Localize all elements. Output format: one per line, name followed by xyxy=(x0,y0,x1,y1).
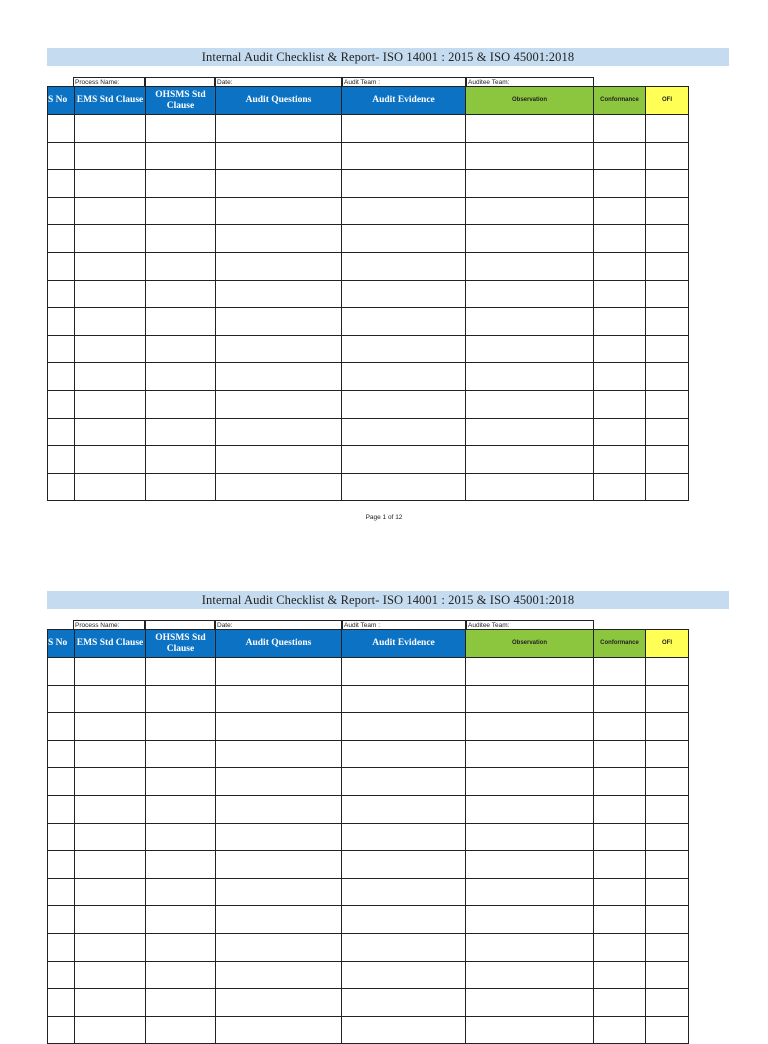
audit-evidence-cell[interactable] xyxy=(342,713,466,741)
conformance-cell[interactable] xyxy=(594,878,646,906)
observation-cell[interactable] xyxy=(466,740,594,768)
table-row xyxy=(48,170,689,198)
observation-cell[interactable] xyxy=(466,878,594,906)
col-audit-questions: Audit Questions xyxy=(216,87,342,115)
conformance-cell[interactable] xyxy=(594,280,646,308)
table-row xyxy=(48,795,689,823)
sno-cell[interactable] xyxy=(48,473,75,501)
col-conformance: Conformance xyxy=(594,87,646,115)
ems-clause-cell[interactable] xyxy=(75,685,146,713)
col-sno: S No xyxy=(48,630,75,658)
sheet-title: Internal Audit Checklist & Report- ISO 14001 : 2015 & ISO 45001:2018 xyxy=(47,48,729,66)
process-name-label: Process Name: xyxy=(73,77,145,86)
conformance-cell[interactable] xyxy=(594,252,646,280)
ems-clause-cell[interactable] xyxy=(75,390,146,418)
observation-cell[interactable] xyxy=(466,658,594,686)
ohsms-clause-cell[interactable] xyxy=(146,225,216,253)
audit-question-cell[interactable] xyxy=(216,142,342,170)
ems-clause-cell[interactable] xyxy=(75,713,146,741)
audit-question-cell[interactable] xyxy=(216,170,342,198)
conformance-cell[interactable] xyxy=(594,961,646,989)
audit-question-cell[interactable] xyxy=(216,795,342,823)
ems-clause-cell[interactable] xyxy=(75,197,146,225)
ofi-cell[interactable] xyxy=(646,795,689,823)
ofi-cell[interactable] xyxy=(646,1016,689,1044)
ohsms-clause-cell[interactable] xyxy=(146,961,216,989)
audit-question-cell[interactable] xyxy=(216,335,342,363)
audit-evidence-cell[interactable] xyxy=(342,252,466,280)
ohsms-clause-cell[interactable] xyxy=(146,878,216,906)
conformance-cell[interactable] xyxy=(594,906,646,934)
info-row xyxy=(73,77,594,86)
audit-question-cell[interactable] xyxy=(216,713,342,741)
observation-cell[interactable] xyxy=(466,933,594,961)
table-row xyxy=(48,713,689,741)
audit-question-cell[interactable] xyxy=(216,961,342,989)
table-body xyxy=(48,115,689,501)
audit-question-cell[interactable] xyxy=(216,280,342,308)
ohsms-clause-cell[interactable] xyxy=(146,795,216,823)
sno-cell[interactable] xyxy=(48,142,75,170)
conformance-cell[interactable] xyxy=(594,446,646,474)
ofi-cell[interactable] xyxy=(646,170,689,198)
sno-cell[interactable] xyxy=(48,335,75,363)
ofi-cell[interactable] xyxy=(646,280,689,308)
audit-table xyxy=(47,86,689,501)
ofi-cell[interactable] xyxy=(646,989,689,1017)
audit-evidence-cell[interactable] xyxy=(342,851,466,879)
col-audit-evidence: Audit Evidence xyxy=(342,87,466,115)
conformance-cell[interactable] xyxy=(594,1016,646,1044)
conformance-cell[interactable] xyxy=(594,308,646,336)
audit-question-cell[interactable] xyxy=(216,225,342,253)
col-ofi: OFI xyxy=(646,87,689,115)
col-sno: S No xyxy=(48,87,75,115)
audit-evidence-cell[interactable] xyxy=(342,280,466,308)
table-row xyxy=(48,335,689,363)
conformance-cell[interactable] xyxy=(594,115,646,143)
audit-evidence-cell[interactable] xyxy=(342,823,466,851)
ofi-cell[interactable] xyxy=(646,768,689,796)
col-conformance: Conformance xyxy=(594,630,646,658)
ofi-cell[interactable] xyxy=(646,225,689,253)
sno-cell[interactable] xyxy=(48,363,75,391)
observation-cell[interactable] xyxy=(466,418,594,446)
audit-evidence-cell[interactable] xyxy=(342,685,466,713)
ems-clause-cell[interactable] xyxy=(75,170,146,198)
conformance-cell[interactable] xyxy=(594,390,646,418)
col-audit-evidence: Audit Evidence xyxy=(342,630,466,658)
audit-question-cell[interactable] xyxy=(216,363,342,391)
sno-cell[interactable] xyxy=(48,225,75,253)
col-observation: Observation xyxy=(466,87,594,115)
ohsms-clause-cell[interactable] xyxy=(146,170,216,198)
ems-clause-cell[interactable] xyxy=(75,961,146,989)
observation-cell[interactable] xyxy=(466,170,594,198)
ofi-cell[interactable] xyxy=(646,446,689,474)
table-row xyxy=(48,446,689,474)
audit-question-cell[interactable] xyxy=(216,989,342,1017)
ohsms-clause-cell[interactable] xyxy=(146,906,216,934)
sno-cell[interactable] xyxy=(48,795,75,823)
table-row xyxy=(48,308,689,336)
table-row xyxy=(48,933,689,961)
observation-cell[interactable] xyxy=(466,142,594,170)
sno-cell[interactable] xyxy=(48,308,75,336)
ohsms-clause-cell[interactable] xyxy=(146,390,216,418)
audit-evidence-cell[interactable] xyxy=(342,418,466,446)
ofi-cell[interactable] xyxy=(646,473,689,501)
ohsms-clause-cell[interactable] xyxy=(146,1016,216,1044)
sno-cell[interactable] xyxy=(48,823,75,851)
observation-cell[interactable] xyxy=(466,390,594,418)
audit-question-cell[interactable] xyxy=(216,252,342,280)
ohsms-clause-cell[interactable] xyxy=(146,308,216,336)
conformance-cell[interactable] xyxy=(594,823,646,851)
ohsms-clause-cell[interactable] xyxy=(146,473,216,501)
ofi-cell[interactable] xyxy=(646,713,689,741)
table-row xyxy=(48,473,689,501)
observation-cell[interactable] xyxy=(466,473,594,501)
ems-clause-cell[interactable] xyxy=(75,473,146,501)
ofi-cell[interactable] xyxy=(646,252,689,280)
table-row xyxy=(48,142,689,170)
audit-question-cell[interactable] xyxy=(216,851,342,879)
audit-question-cell[interactable] xyxy=(216,115,342,143)
table-row xyxy=(48,115,689,143)
table-row xyxy=(48,823,689,851)
conformance-cell[interactable] xyxy=(594,795,646,823)
audit-evidence-cell[interactable] xyxy=(342,989,466,1017)
ohsms-clause-cell[interactable] xyxy=(146,363,216,391)
sno-cell[interactable] xyxy=(48,252,75,280)
audit-question-cell[interactable] xyxy=(216,197,342,225)
ems-clause-cell[interactable] xyxy=(75,446,146,474)
observation-cell[interactable] xyxy=(466,197,594,225)
table-row xyxy=(48,363,689,391)
ems-clause-cell[interactable] xyxy=(75,115,146,143)
audit-evidence-cell[interactable] xyxy=(342,878,466,906)
ofi-cell[interactable] xyxy=(646,740,689,768)
table-row xyxy=(48,252,689,280)
audit-evidence-cell[interactable] xyxy=(342,740,466,768)
ofi-cell[interactable] xyxy=(646,115,689,143)
auditee-team-label: Auditee Team: xyxy=(466,620,594,629)
audit-evidence-cell[interactable] xyxy=(342,906,466,934)
table-row xyxy=(48,906,689,934)
audit-question-cell[interactable] xyxy=(216,473,342,501)
observation-cell[interactable] xyxy=(466,1016,594,1044)
audit-evidence-cell[interactable] xyxy=(342,961,466,989)
audit-question-cell[interactable] xyxy=(216,823,342,851)
audit-evidence-cell[interactable] xyxy=(342,390,466,418)
audit-evidence-cell[interactable] xyxy=(342,170,466,198)
ems-clause-cell[interactable] xyxy=(75,418,146,446)
ems-clause-cell[interactable] xyxy=(75,740,146,768)
ohsms-clause-cell[interactable] xyxy=(146,115,216,143)
ohsms-clause-cell[interactable] xyxy=(146,851,216,879)
observation-cell[interactable] xyxy=(466,252,594,280)
date-label: Date: xyxy=(215,77,342,86)
observation-cell[interactable] xyxy=(466,961,594,989)
audit-evidence-cell[interactable] xyxy=(342,795,466,823)
ems-clause-cell[interactable] xyxy=(75,252,146,280)
observation-cell[interactable] xyxy=(466,280,594,308)
ofi-cell[interactable] xyxy=(646,906,689,934)
col-ohsms-clause: OHSMS Std Clause xyxy=(146,630,216,658)
audit-evidence-cell[interactable] xyxy=(342,225,466,253)
audit-evidence-cell[interactable] xyxy=(342,1016,466,1044)
audit-question-cell[interactable] xyxy=(216,658,342,686)
sno-cell[interactable] xyxy=(48,961,75,989)
table-row xyxy=(48,768,689,796)
sheet-title: Internal Audit Checklist & Report- ISO 14001 : 2015 & ISO 45001:2018 xyxy=(47,591,729,609)
ofi-cell[interactable] xyxy=(646,878,689,906)
table-row xyxy=(48,658,689,686)
conformance-cell[interactable] xyxy=(594,740,646,768)
audit-table xyxy=(47,629,689,1044)
sno-cell[interactable] xyxy=(48,390,75,418)
ems-clause-cell[interactable] xyxy=(75,768,146,796)
audit-question-cell[interactable] xyxy=(216,308,342,336)
ofi-cell[interactable] xyxy=(646,308,689,336)
audit-evidence-cell[interactable] xyxy=(342,197,466,225)
observation-cell[interactable] xyxy=(466,685,594,713)
observation-cell[interactable] xyxy=(466,308,594,336)
sno-cell[interactable] xyxy=(48,989,75,1017)
conformance-cell[interactable] xyxy=(594,473,646,501)
audit-question-cell[interactable] xyxy=(216,390,342,418)
ohsms-clause-cell[interactable] xyxy=(146,658,216,686)
conformance-cell[interactable] xyxy=(594,851,646,879)
ohsms-clause-cell[interactable] xyxy=(146,740,216,768)
ohsms-clause-cell[interactable] xyxy=(146,768,216,796)
table-row xyxy=(48,740,689,768)
audit-question-cell[interactable] xyxy=(216,446,342,474)
audit-evidence-cell[interactable] xyxy=(342,363,466,391)
conformance-cell[interactable] xyxy=(594,335,646,363)
audit-evidence-cell[interactable] xyxy=(342,446,466,474)
sno-cell[interactable] xyxy=(48,933,75,961)
sno-cell[interactable] xyxy=(48,740,75,768)
ofi-cell[interactable] xyxy=(646,197,689,225)
observation-cell[interactable] xyxy=(466,363,594,391)
conformance-cell[interactable] xyxy=(594,933,646,961)
ohsms-clause-cell[interactable] xyxy=(146,418,216,446)
col-ems-clause: EMS Std Clause xyxy=(75,87,146,115)
sno-cell[interactable] xyxy=(48,878,75,906)
col-ofi: OFI xyxy=(646,630,689,658)
ofi-cell[interactable] xyxy=(646,335,689,363)
sno-cell[interactable] xyxy=(48,906,75,934)
sno-cell[interactable] xyxy=(48,197,75,225)
conformance-cell[interactable] xyxy=(594,197,646,225)
audit-evidence-cell[interactable] xyxy=(342,115,466,143)
observation-cell[interactable] xyxy=(466,115,594,143)
table-row xyxy=(48,685,689,713)
audit-evidence-cell[interactable] xyxy=(342,335,466,363)
ofi-cell[interactable] xyxy=(646,363,689,391)
ohsms-clause-cell[interactable] xyxy=(146,446,216,474)
observation-cell[interactable] xyxy=(466,989,594,1017)
table-row xyxy=(48,390,689,418)
sno-cell[interactable] xyxy=(48,170,75,198)
audit-question-cell[interactable] xyxy=(216,878,342,906)
observation-cell[interactable] xyxy=(466,906,594,934)
audit-evidence-cell[interactable] xyxy=(342,142,466,170)
ohsms-clause-cell[interactable] xyxy=(146,280,216,308)
col-ohsms-clause: OHSMS Std Clause xyxy=(146,87,216,115)
conformance-cell[interactable] xyxy=(594,225,646,253)
audit-question-cell[interactable] xyxy=(216,906,342,934)
ofi-cell[interactable] xyxy=(646,933,689,961)
table-header-row xyxy=(48,87,689,115)
ofi-cell[interactable] xyxy=(646,142,689,170)
table-row xyxy=(48,225,689,253)
ohsms-clause-cell[interactable] xyxy=(146,685,216,713)
audit-team-label: Audit Team : xyxy=(342,620,466,629)
sno-cell[interactable] xyxy=(48,685,75,713)
observation-cell[interactable] xyxy=(466,713,594,741)
conformance-cell[interactable] xyxy=(594,418,646,446)
audit-evidence-cell[interactable] xyxy=(342,933,466,961)
ohsms-clause-cell[interactable] xyxy=(146,252,216,280)
audit-question-cell[interactable] xyxy=(216,933,342,961)
conformance-cell[interactable] xyxy=(594,989,646,1017)
sno-cell[interactable] xyxy=(48,658,75,686)
observation-cell[interactable] xyxy=(466,335,594,363)
ohsms-clause-cell[interactable] xyxy=(146,823,216,851)
process-name-field[interactable] xyxy=(145,77,215,86)
ofi-cell[interactable] xyxy=(646,851,689,879)
ofi-cell[interactable] xyxy=(646,658,689,686)
ems-clause-cell[interactable] xyxy=(75,878,146,906)
conformance-cell[interactable] xyxy=(594,170,646,198)
observation-cell[interactable] xyxy=(466,446,594,474)
ofi-cell[interactable] xyxy=(646,418,689,446)
ems-clause-cell[interactable] xyxy=(75,823,146,851)
table-row xyxy=(48,851,689,879)
sno-cell[interactable] xyxy=(48,115,75,143)
audit-evidence-cell[interactable] xyxy=(342,308,466,336)
audit-question-cell[interactable] xyxy=(216,685,342,713)
audit-question-cell[interactable] xyxy=(216,418,342,446)
table-row xyxy=(48,197,689,225)
ofi-cell[interactable] xyxy=(646,390,689,418)
ohsms-clause-cell[interactable] xyxy=(146,933,216,961)
ohsms-clause-cell[interactable] xyxy=(146,989,216,1017)
info-row xyxy=(73,620,594,629)
table-header-row xyxy=(48,630,689,658)
sno-cell[interactable] xyxy=(48,418,75,446)
table-row xyxy=(48,418,689,446)
col-ems-clause: EMS Std Clause xyxy=(75,630,146,658)
sno-cell[interactable] xyxy=(48,768,75,796)
table-row xyxy=(48,961,689,989)
ofi-cell[interactable] xyxy=(646,823,689,851)
observation-cell[interactable] xyxy=(466,851,594,879)
ems-clause-cell[interactable] xyxy=(75,335,146,363)
observation-cell[interactable] xyxy=(466,225,594,253)
ems-clause-cell[interactable] xyxy=(75,933,146,961)
ofi-cell[interactable] xyxy=(646,961,689,989)
observation-cell[interactable] xyxy=(466,795,594,823)
table-row xyxy=(48,989,689,1017)
table-body xyxy=(48,658,689,1044)
col-audit-questions: Audit Questions xyxy=(216,630,342,658)
ohsms-clause-cell[interactable] xyxy=(146,713,216,741)
audit-evidence-cell[interactable] xyxy=(342,768,466,796)
ems-clause-cell[interactable] xyxy=(75,280,146,308)
audit-evidence-cell[interactable] xyxy=(342,658,466,686)
ems-clause-cell[interactable] xyxy=(75,308,146,336)
table-row xyxy=(48,878,689,906)
ems-clause-cell[interactable] xyxy=(75,795,146,823)
conformance-cell[interactable] xyxy=(594,685,646,713)
ems-clause-cell[interactable] xyxy=(75,851,146,879)
ems-clause-cell[interactable] xyxy=(75,225,146,253)
audit-question-cell[interactable] xyxy=(216,768,342,796)
sno-cell[interactable] xyxy=(48,446,75,474)
observation-cell[interactable] xyxy=(466,768,594,796)
ems-clause-cell[interactable] xyxy=(75,363,146,391)
ems-clause-cell[interactable] xyxy=(75,1016,146,1044)
conformance-cell[interactable] xyxy=(594,768,646,796)
col-observation: Observation xyxy=(466,630,594,658)
conformance-cell[interactable] xyxy=(594,363,646,391)
observation-cell[interactable] xyxy=(466,823,594,851)
sno-cell[interactable] xyxy=(48,1016,75,1044)
sno-cell[interactable] xyxy=(48,280,75,308)
date-label: Date: xyxy=(215,620,342,629)
auditee-team-label: Auditee Team: xyxy=(466,77,594,86)
table-row xyxy=(48,1016,689,1044)
ohsms-clause-cell[interactable] xyxy=(146,197,216,225)
ems-clause-cell[interactable] xyxy=(75,989,146,1017)
sno-cell[interactable] xyxy=(48,851,75,879)
ohsms-clause-cell[interactable] xyxy=(146,335,216,363)
conformance-cell[interactable] xyxy=(594,713,646,741)
conformance-cell[interactable] xyxy=(594,658,646,686)
page-number: Page 1 of 12 xyxy=(365,514,403,521)
conformance-cell[interactable] xyxy=(594,142,646,170)
ofi-cell[interactable] xyxy=(646,685,689,713)
process-name-field[interactable] xyxy=(145,620,215,629)
audit-evidence-cell[interactable] xyxy=(342,473,466,501)
table-row xyxy=(48,280,689,308)
audit-question-cell[interactable] xyxy=(216,740,342,768)
ohsms-clause-cell[interactable] xyxy=(146,142,216,170)
process-name-label: Process Name: xyxy=(73,620,145,629)
ems-clause-cell[interactable] xyxy=(75,142,146,170)
audit-team-label: Audit Team : xyxy=(342,77,466,86)
audit-question-cell[interactable] xyxy=(216,1016,342,1044)
ems-clause-cell[interactable] xyxy=(75,658,146,686)
sno-cell[interactable] xyxy=(48,713,75,741)
ems-clause-cell[interactable] xyxy=(75,906,146,934)
